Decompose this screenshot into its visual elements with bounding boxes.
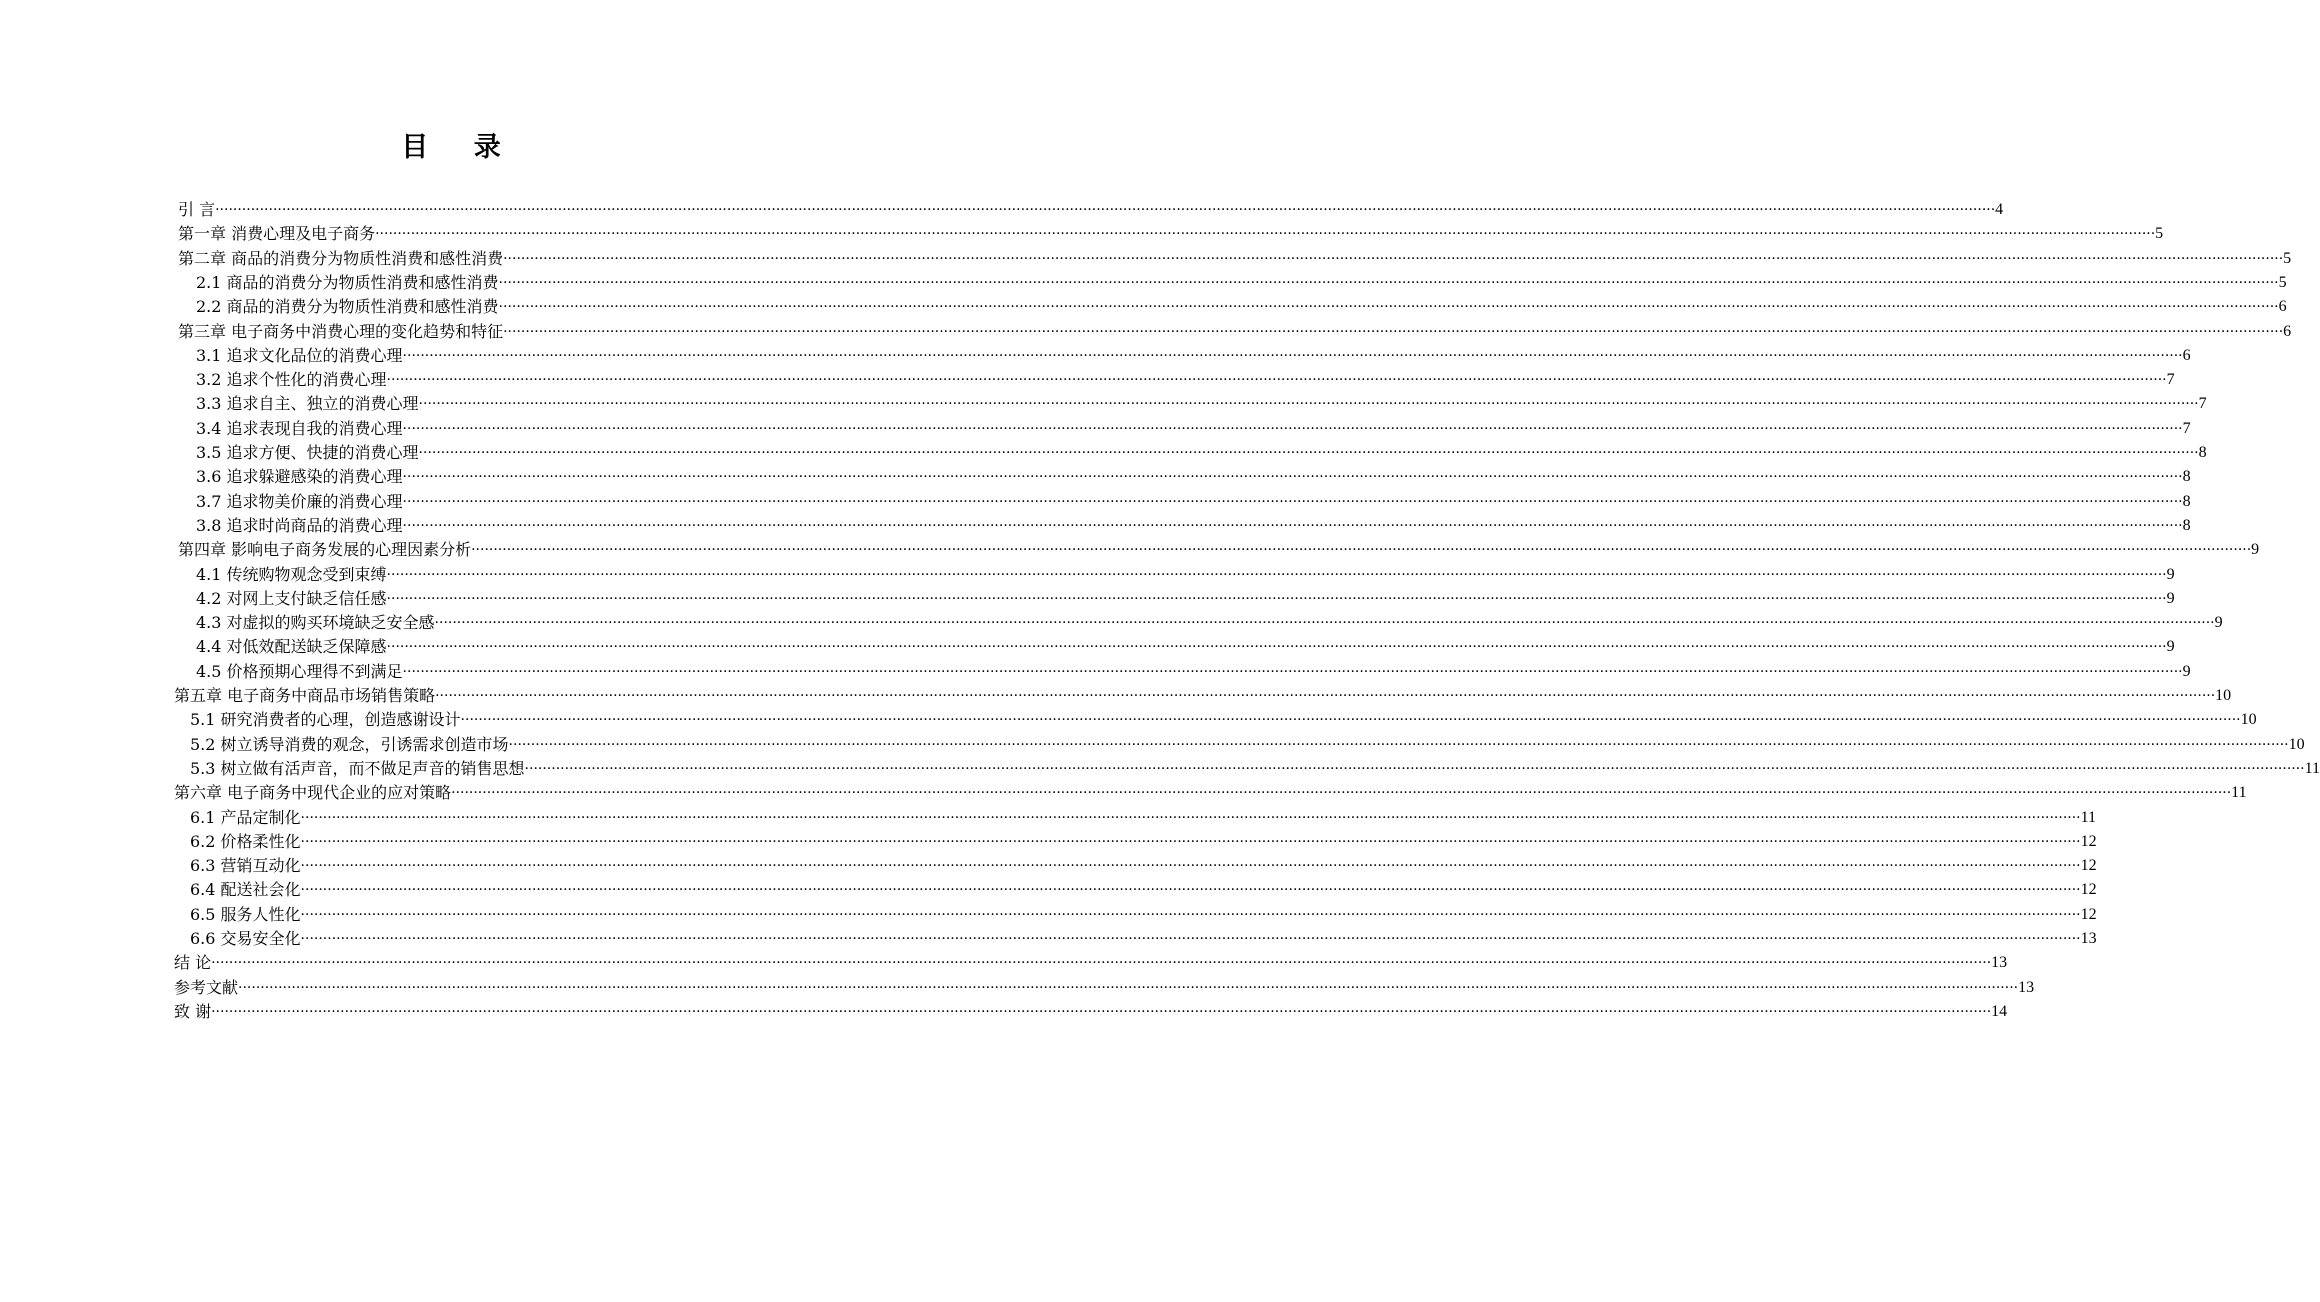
toc-entry-page-number: 8 bbox=[2182, 516, 2191, 534]
toc-entry[interactable] bbox=[196, 415, 2191, 439]
toc-entry[interactable] bbox=[196, 512, 2191, 536]
toc-entry-title: 3.2 追求个性化的消费心理 bbox=[196, 370, 387, 390]
toc-leader-dots: ················································································································································································································································································································································································································ bbox=[386, 566, 2167, 583]
toc-leader-dots: ················································································································································································································································································································································································································ bbox=[300, 882, 2081, 899]
toc-entry[interactable] bbox=[196, 366, 2175, 390]
toc-entry-title: 6.5 服务人性化 bbox=[190, 904, 301, 924]
toc-leader-dots: ················································································································································································································································································································································································································ bbox=[300, 809, 2081, 826]
toc-entry[interactable] bbox=[174, 949, 2008, 973]
toc-leader-dots: ················································································································································································································································································································································································································ bbox=[300, 833, 2081, 850]
toc-leader-dots: ················································································································································································································································································································································································································ bbox=[402, 347, 2183, 364]
toc-entry-page-number: 11 bbox=[2231, 784, 2247, 802]
toc-entry-page-number: 8 bbox=[2182, 468, 2191, 486]
toc-entry-title: 致 谢 bbox=[174, 1001, 212, 1021]
toc-entry-page-number: 6 bbox=[2283, 322, 2292, 340]
toc-entry-title: 3.5 追求方便、快捷的消费心理 bbox=[196, 443, 419, 462]
toc-entry-title: 5.1 研究消费者的心理，创造感谢设计 bbox=[190, 710, 461, 730]
toc-leader-dots: ················································································································································································································································································································································································································ bbox=[300, 931, 2081, 947]
toc-entry-page-number: 8 bbox=[2182, 492, 2191, 510]
toc-leader-dots: ················································································································································································································································································································································································································ bbox=[503, 250, 2284, 267]
toc-entry-page-number: 4 bbox=[1995, 201, 2004, 218]
toc-entry[interactable] bbox=[196, 439, 2207, 463]
toc-leader-dots: ················································································································································································································································································································································································································ bbox=[386, 639, 2167, 656]
toc-leader-dots: ················································································································································································································································································································································································································ bbox=[434, 615, 2215, 632]
page-title: 目 录 bbox=[401, 132, 519, 163]
toc-entry-title: 第六章 电子商务中现代企业的应对策略 bbox=[174, 783, 452, 803]
toc-entry[interactable] bbox=[178, 220, 2164, 244]
toc-entry-page-number: 12 bbox=[2080, 832, 2097, 850]
toc-entry-title: 3.7 追求物美价廉的消费心理 bbox=[196, 491, 403, 511]
toc-entry-title: 3.8 追求时尚商品的消费心理 bbox=[196, 515, 403, 535]
toc-entry-title: 6.1 产品定制化 bbox=[190, 807, 301, 827]
toc-entry[interactable] bbox=[196, 342, 2191, 366]
toc-leader-dots: ················································································································································································································································································································································································································ bbox=[418, 396, 2199, 413]
toc-entry[interactable] bbox=[174, 974, 2035, 998]
toc-entry[interactable] bbox=[196, 633, 2175, 657]
toc-entry-page-number: 13 bbox=[1991, 954, 2008, 972]
toc-entry-title: 第一章 消费心理及电子商务 bbox=[178, 224, 376, 244]
toc-entry-title: 3.1 追求文化品位的消费心理 bbox=[196, 345, 403, 365]
toc-entry-page-number: 6 bbox=[2278, 298, 2287, 316]
toc-leader-dots: ················································································································································································································································································································································································································ bbox=[211, 1003, 1992, 1020]
toc-leader-dots: ················································································································································································································································································································································································································ bbox=[460, 712, 2241, 729]
toc-entry[interactable] bbox=[178, 196, 2004, 220]
toc-entry[interactable] bbox=[196, 561, 2175, 585]
toc-leader-dots: ················································································································································································································································································································································································································ bbox=[471, 542, 2252, 559]
toc-entry-page-number: 10 bbox=[2240, 711, 2257, 729]
toc-entry-page-number: 9 bbox=[2251, 541, 2260, 559]
toc-entry[interactable] bbox=[178, 536, 2260, 560]
toc-entry-title: 3.6 追求躲避感染的消费心理 bbox=[196, 467, 403, 487]
toc-entry-title: 4.4 对低效配送缺乏保障感 bbox=[196, 637, 387, 657]
toc-entry-title: 结 论 bbox=[174, 953, 212, 973]
toc-leader-dots: ················································································································································································································································································································································································································ bbox=[300, 906, 2081, 923]
toc-entry[interactable] bbox=[196, 269, 2287, 293]
toc-entry[interactable] bbox=[190, 804, 2097, 828]
toc-entry-page-number: 9 bbox=[2182, 662, 2191, 680]
toc-entry-title: 5.2 树立诱导消费的观念，引诱需求创造市场 bbox=[190, 734, 509, 754]
toc-entry-title: 6.6 交易安全化 bbox=[190, 929, 301, 948]
toc-entry-page-number: 13 bbox=[2018, 978, 2035, 996]
toc-entry[interactable] bbox=[178, 318, 2292, 342]
toc-entry-page-number: 7 bbox=[2182, 419, 2191, 437]
toc-leader-dots: ················································································································································································································································································································································································································ bbox=[238, 979, 2019, 996]
toc-entry-page-number: 5 bbox=[2283, 249, 2292, 267]
toc-leader-dots: ················································································································································································································································································································································································································ bbox=[402, 420, 2183, 437]
toc-entry-title: 2.2 商品的消费分为物质性消费和感性消费 bbox=[196, 297, 499, 317]
toc-entry-page-number: 9 bbox=[2166, 589, 2175, 607]
toc-entry[interactable] bbox=[196, 609, 2223, 633]
toc-entry[interactable] bbox=[190, 706, 2257, 730]
toc-leader-dots: ················································································································································································································································································································································································································ bbox=[435, 688, 2216, 704]
toc-entry-title: 3.3 追求自主、独立的消费心理 bbox=[196, 394, 419, 414]
toc-entry-page-number: 9 bbox=[2166, 638, 2175, 656]
toc-entry-title: 4.3 对虚拟的购买环境缺乏安全感 bbox=[196, 613, 435, 633]
toc-entry-page-number: 5 bbox=[2278, 273, 2287, 291]
toc-leader-dots: ················································································································································································································································································································································································································ bbox=[402, 663, 2183, 680]
toc-entry-title: 参考文献 bbox=[174, 977, 239, 997]
toc-entry-title: 第二章 商品的消费分为物质性消费和感性消费 bbox=[178, 248, 504, 268]
toc-entry[interactable] bbox=[174, 998, 2008, 1022]
toc-leader-dots: ················································································································································································································································································································································································································ bbox=[211, 955, 1992, 972]
toc-leader-dots: ················································································································································································································································································································································································································ bbox=[418, 445, 2199, 461]
toc-entry-page-number: 9 bbox=[2214, 614, 2223, 632]
toc-entry-page-number: 7 bbox=[2166, 371, 2175, 389]
toc-entry[interactable] bbox=[196, 488, 2191, 512]
toc-entry-title: 6.4 配送社会化 bbox=[190, 880, 301, 900]
toc-entry-page-number: 13 bbox=[2080, 930, 2097, 947]
toc-leader-dots: ················································································································································································································································································································································································································ bbox=[498, 274, 2279, 291]
toc-entry[interactable] bbox=[190, 925, 2097, 949]
toc-entry-page-number: 8 bbox=[2198, 444, 2207, 461]
toc-leader-dots: ················································································································································································································································································································································································································ bbox=[402, 517, 2183, 534]
toc-entry-title: 4.2 对网上支付缺乏信任感 bbox=[196, 588, 387, 608]
toc-entry[interactable] bbox=[196, 658, 2191, 682]
toc-entry-page-number: 12 bbox=[2080, 881, 2097, 899]
toc-entry-title: 6.2 价格柔性化 bbox=[190, 831, 301, 851]
toc-entry[interactable] bbox=[174, 682, 2232, 706]
toc-leader-dots: ················································································································································································································································································································································································································ bbox=[402, 493, 2183, 510]
toc-entry-page-number: 10 bbox=[2288, 735, 2305, 753]
toc-entry[interactable] bbox=[190, 901, 2097, 925]
toc-leader-dots: ················································································································································································································································································································································································································ bbox=[451, 785, 2232, 802]
toc-leader-dots: ················································································································································································································································································································································································································ bbox=[498, 299, 2279, 316]
toc-entry-page-number: 12 bbox=[2080, 905, 2097, 923]
toc-entry-title: 3.4 追求表现自我的消费心理 bbox=[196, 418, 403, 438]
toc-entry-title: 4.1 传统购物观念受到束缚 bbox=[196, 564, 387, 584]
toc-entry-page-number: 11 bbox=[2080, 808, 2097, 826]
toc-entry[interactable] bbox=[190, 876, 2097, 900]
toc-leader-dots: ················································································································································································································································································································································································································ bbox=[215, 202, 1996, 218]
toc-entry-title: 5.3 树立做有活声音，而不做足声音的销售思想 bbox=[190, 758, 525, 778]
toc-entry-page-number: 10 bbox=[2215, 687, 2232, 704]
toc-entry[interactable] bbox=[196, 390, 2207, 414]
toc-entry[interactable] bbox=[196, 585, 2175, 609]
toc-entry-page-number: 11 bbox=[2304, 759, 2320, 777]
toc-leader-dots: ················································································································································································································································································································································································································ bbox=[386, 590, 2167, 607]
toc-leader-dots: ················································································································································································································································································································································································································ bbox=[508, 736, 2289, 753]
toc-entry[interactable] bbox=[178, 245, 2292, 269]
toc-entry-title: 第三章 电子商务中消费心理的变化趋势和特征 bbox=[178, 321, 504, 341]
toc-entry-page-number: 12 bbox=[2080, 857, 2097, 875]
toc-entry-page-number: 7 bbox=[2198, 395, 2207, 413]
toc-entry[interactable] bbox=[190, 731, 2305, 755]
toc-leader-dots: ················································································································································································································································································································································································································ bbox=[300, 858, 2081, 875]
toc-entry-title: 6.3 营销互动化 bbox=[190, 856, 301, 876]
toc-entry-title: 4.5 价格预期心理得不到满足 bbox=[196, 661, 403, 681]
toc-entry[interactable] bbox=[196, 293, 2287, 317]
toc-entry-title: 引 言 bbox=[178, 200, 216, 219]
toc-leader-dots: ················································································································································································································································································································································································································ bbox=[524, 760, 2305, 777]
toc-entry[interactable] bbox=[190, 852, 2097, 876]
toc-entry[interactable] bbox=[196, 463, 2191, 487]
toc-entry[interactable] bbox=[190, 755, 2320, 779]
toc-entry-title: 2.1 商品的消费分为物质性消费和感性消费 bbox=[196, 272, 499, 292]
toc-entry[interactable] bbox=[190, 828, 2097, 852]
toc-leader-dots: ················································································································································································································································································································································································································ bbox=[503, 323, 2284, 340]
toc-entry-page-number: 14 bbox=[1991, 1002, 2008, 1020]
toc-entry-title: 第四章 影响电子商务发展的心理因素分析 bbox=[178, 540, 472, 560]
toc-entry-page-number: 5 bbox=[2155, 225, 2164, 243]
toc-entry-title: 第五章 电子商务中商品市场销售策略 bbox=[174, 686, 436, 705]
toc-entry-page-number: 6 bbox=[2182, 346, 2191, 364]
toc-leader-dots: ················································································································································································································································································································································································································ bbox=[375, 226, 2156, 243]
toc-entry-page-number: 9 bbox=[2166, 565, 2175, 583]
toc-leader-dots: ················································································································································································································································································································································································································ bbox=[402, 469, 2183, 486]
toc-leader-dots: ················································································································································································································································································································································································································ bbox=[386, 372, 2167, 389]
toc-entry[interactable] bbox=[174, 779, 2247, 803]
